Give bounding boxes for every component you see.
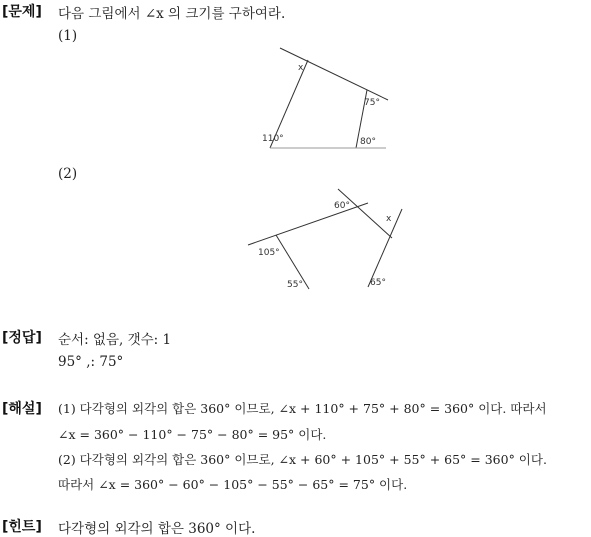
answer-tag: [정답] <box>2 330 42 346</box>
figure-1 <box>250 40 400 155</box>
answer-line-1: 순서: 없음, 갯수: 1 <box>58 332 172 348</box>
part1-label: (1) <box>58 28 78 44</box>
fig1-label-110: 110° <box>262 134 284 144</box>
solution-tag: [해설] <box>2 401 42 417</box>
solution-line-4: 따라서 ∠x = 360° − 60° − 105° − 55° − 65° = 75° 이다. <box>58 477 408 492</box>
fig2-label-55: 55° <box>287 280 303 290</box>
fig2-label-65: 65° <box>370 278 386 288</box>
fig1-label-x: x <box>298 63 304 73</box>
fig2-top-line <box>338 189 392 238</box>
part2-label: (2) <box>58 166 78 182</box>
problem-tag: [문제] <box>2 4 42 20</box>
figure-2 <box>240 183 415 293</box>
hint-text: 다각형의 외각의 합은 360° 이다. <box>58 521 256 537</box>
hint-tag: [힌트] <box>2 519 42 535</box>
solution-line-1: (1) 다각형의 외각의 합은 360° 이므로, ∠x + 110° + 75° + 80° = 360° 이다. 따라서 <box>58 401 547 416</box>
question-text: 다음 그림에서 ∠x 의 크기를 구하여라. <box>58 6 286 22</box>
fig1-top-line <box>280 48 388 100</box>
fig1-label-75: 75° <box>364 98 380 108</box>
fig1-label-80: 80° <box>360 137 376 147</box>
fig2-left-top-line <box>248 203 368 245</box>
fig2-label-60: 60° <box>334 201 350 211</box>
solution-line-2: ∠x = 360° − 110° − 75° − 80° = 95° 이다. <box>58 427 327 442</box>
solution-line-3: (2) 다각형의 외각의 합은 360° 이므로, ∠x + 60° + 105° + 55° + 65° = 360° 이다. <box>58 452 547 467</box>
fig2-label-x: x <box>386 214 392 224</box>
fig2-label-105: 105° <box>258 248 280 258</box>
answer-line-2: 95° ,: 75° <box>58 354 124 370</box>
